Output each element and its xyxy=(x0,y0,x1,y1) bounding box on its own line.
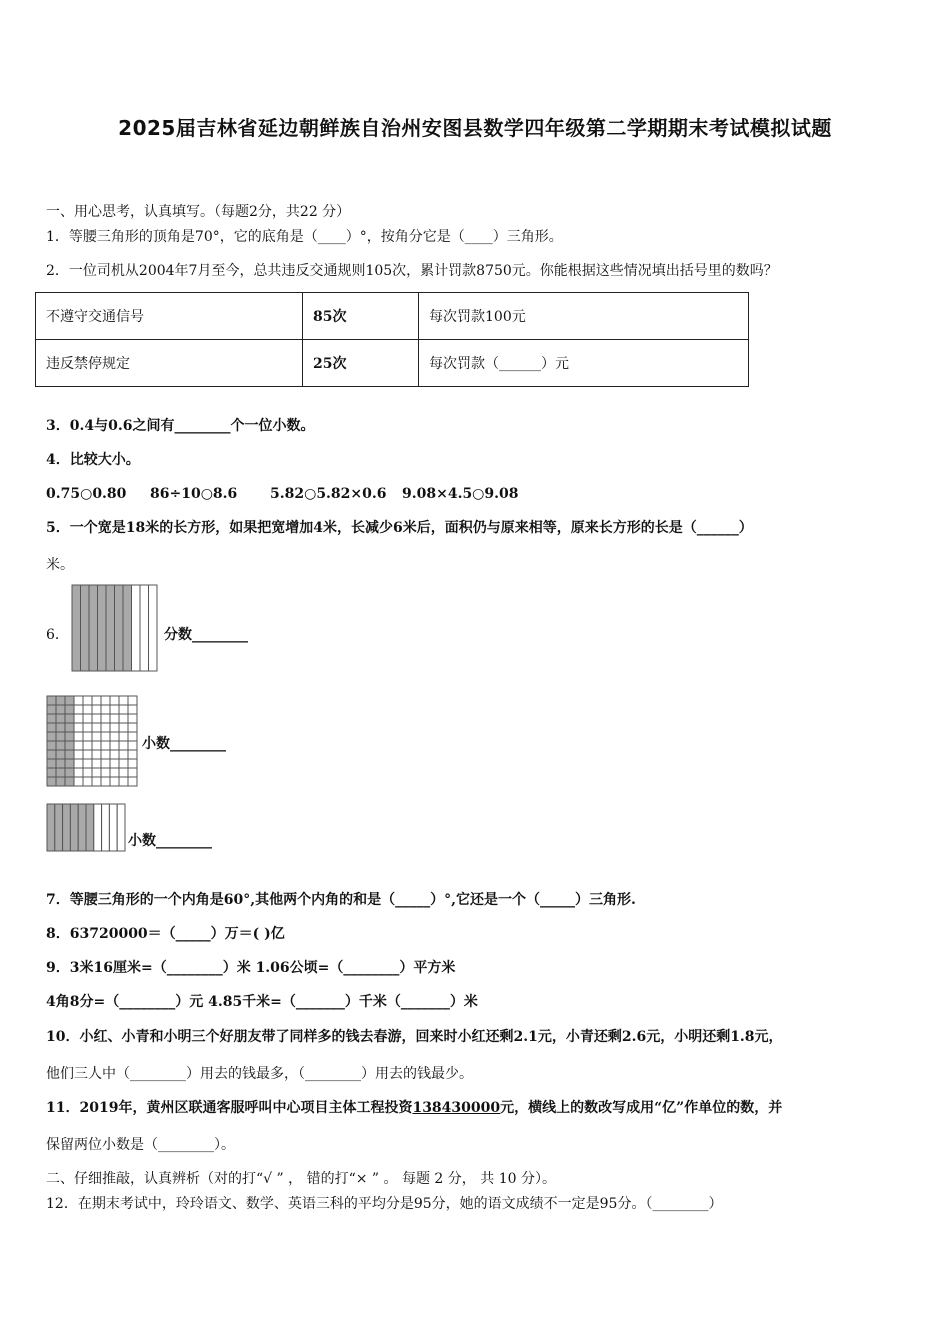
blank-cell xyxy=(101,750,110,759)
shaded-strip xyxy=(78,804,86,851)
shaded-cell xyxy=(65,768,74,777)
shaded-cell xyxy=(56,759,65,768)
fraction-answer-label: 分数________ xyxy=(164,627,248,643)
figure-tenth-strip xyxy=(46,803,126,853)
shaded-cell xyxy=(56,777,65,786)
shaded-cell xyxy=(65,714,74,723)
blank-cell xyxy=(83,732,92,741)
blank-cell xyxy=(92,705,101,714)
blank-cell xyxy=(110,705,119,714)
shaded-cell xyxy=(65,759,74,768)
table-cell: 每次罚款100元 xyxy=(419,293,749,340)
blank-cell xyxy=(110,741,119,750)
blank-cell xyxy=(128,696,137,705)
shaded-strip xyxy=(55,804,63,851)
figure-hundred-grid xyxy=(46,695,138,787)
blank-cell xyxy=(83,696,92,705)
blank-cell xyxy=(119,750,128,759)
shaded-cell xyxy=(65,696,74,705)
shaded-column xyxy=(115,585,124,671)
blank-cell xyxy=(101,723,110,732)
blank-cell xyxy=(101,777,110,786)
shaded-strip xyxy=(70,804,78,851)
blank-cell xyxy=(110,723,119,732)
blank-cell xyxy=(119,696,128,705)
table-cell: 每次罚款（______）元 xyxy=(419,340,749,387)
blank-column xyxy=(140,585,149,671)
table-cell: 不遵守交通信号 xyxy=(36,293,303,340)
blank-cell xyxy=(74,741,83,750)
blank-cell xyxy=(83,741,92,750)
blank-cell xyxy=(110,777,119,786)
blank-cell xyxy=(92,768,101,777)
blank-cell xyxy=(74,768,83,777)
blank-cell xyxy=(128,750,137,759)
shaded-cell xyxy=(47,705,56,714)
blank-cell xyxy=(128,723,137,732)
shaded-cell xyxy=(56,741,65,750)
shaded-column xyxy=(81,585,90,671)
blank-cell xyxy=(83,768,92,777)
blank-cell xyxy=(101,768,110,777)
figure-column-strips xyxy=(71,584,161,674)
blank-cell xyxy=(119,723,128,732)
decimal-answer-label-1: 小数________ xyxy=(142,736,226,752)
shaded-cell xyxy=(47,768,56,777)
shaded-cell xyxy=(47,714,56,723)
blank-cell xyxy=(119,732,128,741)
compare-item: 0.75○0.80 xyxy=(46,486,127,502)
question-10-line1: 10．小红、小青和小明三个好朋友带了同样多的钱去春游，回来时小红还剩2.1元，小青还剩2.6元，小明还剩1.8元， xyxy=(46,1029,783,1045)
decimal-answer-label-2: 小数________ xyxy=(128,833,212,849)
question-5-line2: 米。 xyxy=(46,557,74,573)
question-2: 2．一位司机从2004年7月至今，总共违反交通规则105次，累计罚款8750元。你能根据这些情况填出括号里的数吗？ xyxy=(46,263,778,279)
shaded-cell xyxy=(56,696,65,705)
blank-cell xyxy=(101,732,110,741)
blank-cell xyxy=(101,705,110,714)
table-cell: 25次 xyxy=(303,340,419,387)
blank-cell xyxy=(119,768,128,777)
question-4-items xyxy=(46,485,519,503)
blank-cell xyxy=(83,705,92,714)
question-4: 4．比较大小。 xyxy=(46,452,140,468)
shaded-cell xyxy=(47,741,56,750)
shaded-cell xyxy=(56,705,65,714)
blank-cell xyxy=(74,732,83,741)
shaded-cell xyxy=(65,732,74,741)
question-11-suffix: 元，横线上的数改写成用“亿”作单位的数，并 xyxy=(500,1100,783,1116)
compare-item: 86÷10○8.6 xyxy=(150,486,238,502)
question-9-line1: 9．3米16厘米=（________）米 1.06公顷=（________）平方米 xyxy=(46,960,456,976)
question-11-line1 xyxy=(46,1099,782,1117)
blank-cell xyxy=(119,714,128,723)
shaded-column xyxy=(123,585,132,671)
blank-cell xyxy=(110,768,119,777)
section2-heading: 二、仔细推敲，认真辨析（对的打“√ ” ， 错的打“× ” 。 每题 2 分， 共 10 分）。 xyxy=(46,1171,556,1187)
blank-cell xyxy=(92,741,101,750)
shaded-strip xyxy=(86,804,94,851)
question-10-line2: 他们三人中（________）用去的钱最多，（________）用去的钱最少。 xyxy=(46,1066,473,1082)
shaded-cell xyxy=(65,705,74,714)
blank-cell xyxy=(74,723,83,732)
blank-cell xyxy=(110,732,119,741)
investment-number: 138430000 xyxy=(412,1100,501,1116)
blank-cell xyxy=(110,696,119,705)
blank-cell xyxy=(101,759,110,768)
blank-column xyxy=(132,585,141,671)
blank-cell xyxy=(92,750,101,759)
blank-column xyxy=(149,585,158,671)
blank-cell xyxy=(83,750,92,759)
blank-strip xyxy=(117,804,125,851)
blank-cell xyxy=(119,705,128,714)
question-7: 7．等腰三角形的一个内角是60°,其他两个内角的和是（_____）°,它还是一个（_____）三角形. xyxy=(46,892,636,908)
question-11-prefix: 11．2019年，黄州区联通客服呼叫中心项目主体工程投资 xyxy=(46,1100,413,1116)
blank-cell xyxy=(74,705,83,714)
blank-cell xyxy=(119,777,128,786)
shaded-cell xyxy=(56,714,65,723)
question-8: 8．63720000＝（_____）万＝( )亿 xyxy=(46,926,285,942)
shaded-cell xyxy=(56,768,65,777)
shaded-cell xyxy=(47,750,56,759)
blank-cell xyxy=(128,705,137,714)
question-1: 1．等腰三角形的顶角是70°，它的底角是（____）°，按角分它是（____）三角形。 xyxy=(46,229,563,245)
blank-cell xyxy=(74,696,83,705)
blank-cell xyxy=(119,741,128,750)
blank-cell xyxy=(92,696,101,705)
blank-cell xyxy=(92,714,101,723)
question-3: 3．0.4与0.6之间有________个一位小数。 xyxy=(46,418,315,434)
blank-cell xyxy=(128,714,137,723)
shaded-cell xyxy=(47,723,56,732)
blank-cell xyxy=(74,714,83,723)
blank-strip xyxy=(94,804,102,851)
blank-strip xyxy=(102,804,110,851)
blank-cell xyxy=(74,750,83,759)
blank-cell xyxy=(92,723,101,732)
blank-cell xyxy=(128,741,137,750)
blank-cell xyxy=(128,759,137,768)
shaded-cell xyxy=(47,732,56,741)
blank-strip xyxy=(109,804,117,851)
section1-heading: 一、用心思考，认真填写。（每题2分，共22 分） xyxy=(46,204,351,220)
question-11-line2: 保留两位小数是（________）。 xyxy=(46,1137,235,1153)
blank-cell xyxy=(128,768,137,777)
shaded-strip xyxy=(63,804,71,851)
shaded-column xyxy=(72,585,81,671)
blank-cell xyxy=(83,714,92,723)
blank-cell xyxy=(83,777,92,786)
shaded-cell xyxy=(65,750,74,759)
blank-cell xyxy=(74,777,83,786)
shaded-cell xyxy=(56,723,65,732)
blank-cell xyxy=(101,714,110,723)
blank-cell xyxy=(92,732,101,741)
blank-cell xyxy=(110,759,119,768)
compare-item: 9.08×4.5○9.08 xyxy=(402,486,519,502)
blank-cell xyxy=(128,777,137,786)
compare-item: 5.82○5.82×0.6 xyxy=(270,486,387,502)
question-6-number: 6． xyxy=(46,627,69,643)
blank-cell xyxy=(110,714,119,723)
table-cell: 85次 xyxy=(303,293,419,340)
shaded-cell xyxy=(65,777,74,786)
shaded-cell xyxy=(65,723,74,732)
shaded-cell xyxy=(56,732,65,741)
shaded-strip xyxy=(47,804,55,851)
blank-cell xyxy=(92,759,101,768)
shaded-cell xyxy=(47,696,56,705)
shaded-column xyxy=(89,585,98,671)
shaded-cell xyxy=(47,777,56,786)
shaded-column xyxy=(106,585,115,671)
question-9-line2: 4角8分=（________）元 4.85千米=（_______）千米（_______）米 xyxy=(46,994,478,1010)
blank-cell xyxy=(101,696,110,705)
blank-cell xyxy=(92,777,101,786)
blank-cell xyxy=(83,723,92,732)
blank-cell xyxy=(128,732,137,741)
shaded-cell xyxy=(65,741,74,750)
question-12: 12．在期末考试中，玲玲语文、数学、英语三科的平均分是95分，她的语文成绩不一定是95分。（________） xyxy=(46,1196,723,1212)
blank-cell xyxy=(101,741,110,750)
blank-cell xyxy=(83,759,92,768)
shaded-cell xyxy=(56,750,65,759)
table-row xyxy=(36,293,749,340)
blank-cell xyxy=(119,759,128,768)
page-title: 2025届吉林省延边朝鲜族自治州安图县数学四年级第二学期期末考试模拟试题 xyxy=(118,116,832,140)
shaded-column xyxy=(98,585,107,671)
table-row xyxy=(36,340,749,387)
blank-cell xyxy=(110,750,119,759)
penalty-table xyxy=(35,292,749,387)
blank-cell xyxy=(74,759,83,768)
question-5-line1: 5．一个宽是18米的长方形，如果把宽增加4米，长减少6米后，面积仍与原来相等，原来长方形的长是（______） xyxy=(46,520,753,536)
table-cell: 违反禁停规定 xyxy=(36,340,303,387)
shaded-cell xyxy=(47,759,56,768)
